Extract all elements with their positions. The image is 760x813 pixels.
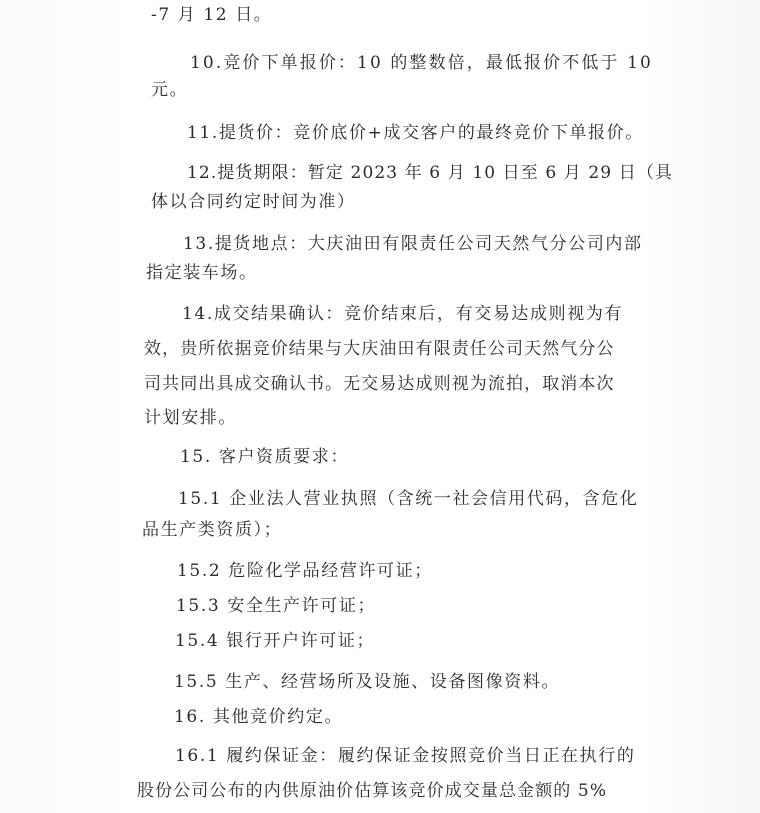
text-line: 15. 客户资质要求： (180, 447, 350, 467)
text-line: 12.提货期限：暂定 2023 年 6 月 10 日至 6 月 29 日（具 (187, 163, 674, 183)
text-line: 16.1 履约保证金：履约保证金按照竞价当日正在执行的 (175, 746, 636, 766)
text-line: 计划安排。 (144, 408, 237, 428)
text-line: 效，贵所依据竞价结果与大庆油田有限责任公司天然气分公 (144, 339, 615, 359)
text-line: 司共同出具成交确认书。无交易达成则视为流拍，取消本次 (144, 374, 615, 394)
text-line: 15.5 生产、经营场所及设施、设备图像资料。 (174, 672, 561, 692)
text-line: 品生产类资质）； (142, 520, 283, 540)
text-line: 15.1 企业法人营业执照（含统一社会信用代码，含危化 (178, 489, 639, 509)
text-line: 14.成交结果确认：竞价结束后，有交易达成则视为有 (182, 304, 624, 324)
text-line: 体以合同约定时间为准） (151, 192, 356, 212)
text-line: 15.2 危险化学品经营许可证； (177, 561, 433, 581)
text-line: 10.竞价下单报价：10 的整数倍，最低报价不低于 10 (190, 53, 653, 73)
text-line: 16. 其他竞价约定。 (174, 707, 344, 727)
text-line: -7 月 12 日。 (151, 5, 273, 25)
text-line: 股份公司公布的内供原油价估算该竞价成交量总金额的 5% (137, 781, 608, 801)
text-line: 13.提货地点：大庆油田有限责任公司天然气分公司内部 (183, 234, 643, 254)
text-line: 11.提货价：竞价底价+成交客户的最终竞价下单报价。 (187, 123, 644, 143)
text-line: 15.4 银行开户许可证； (175, 631, 376, 651)
text-line: 指定装车场。 (146, 263, 258, 283)
text-line: 元。 (151, 80, 189, 100)
text-line: 15.3 安全生产许可证； (176, 596, 377, 616)
